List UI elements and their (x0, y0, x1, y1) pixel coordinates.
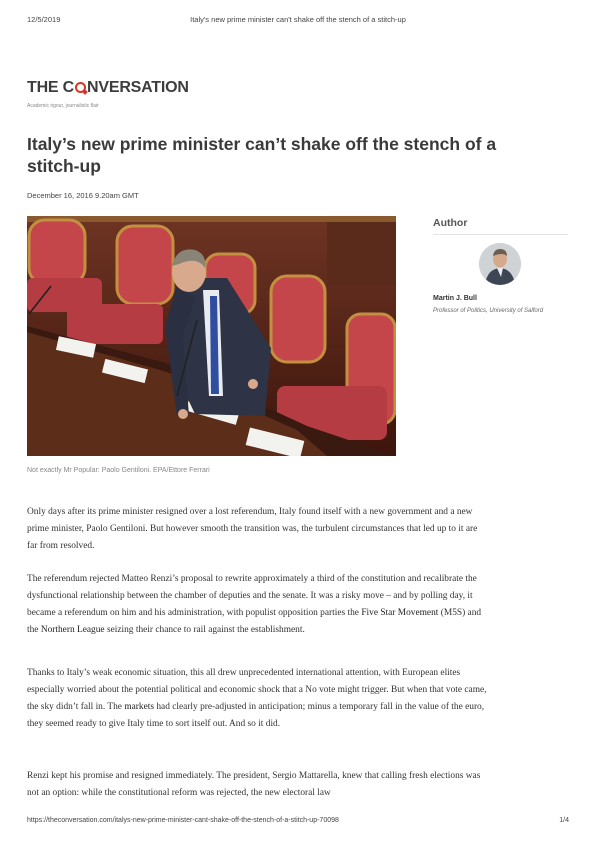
photo-caption: Not exactly Mr Popular: Paolo Gentiloni. EPA/Ettore Ferrari (27, 467, 210, 474)
speech-bubble-icon (75, 82, 86, 93)
link-northern-league[interactable]: Northern League (40, 625, 105, 635)
paragraph-text: seizing their chance to rail against the establishment. (104, 625, 305, 635)
parliament-photo (27, 216, 396, 456)
article-paragraph-2 (27, 571, 487, 639)
page-number: 1/4 (559, 817, 569, 824)
paragraph-text: (M5S) and the (27, 608, 482, 635)
site-tagline: Academic rigour, journalistic flair (27, 103, 99, 109)
article-paragraph-4: Renzi kept his promise and resigned immediately. The president, Sergio Mattarella, knew that calling fresh elections was not an option: while the constitutional reform was rejected, the new electoral law (27, 771, 481, 798)
print-date: 12/5/2019 (27, 15, 61, 24)
footer-url: https://theconversation.com/italys-new-prime-minister-cant-shake-off-the-stench-of-a-stitch-up-70098 (27, 817, 339, 824)
link-markets[interactable]: markets (124, 702, 154, 712)
site-logo[interactable] (27, 79, 189, 97)
author-name[interactable]: Martin J. Bull (433, 295, 477, 302)
article-photo (27, 216, 396, 456)
logo-text-start: THE C (27, 79, 75, 96)
paragraph-text: Thanks to Italy’s weak economic situation, this all drew unprecedented international attention, with European elites especially worried about the potential political and economic shock that a No vote might trigger. But when that vote came, the sky didn’t fall in. The (27, 668, 487, 712)
author-avatar[interactable] (479, 243, 521, 285)
article-paragraph-1: Only days after its prime minister resigned over a lost referendum, Italy found itself with a new government and a new prime minister, Paolo Gentiloni. But however smooth the transition was, the turbulent circumstances that led up to it are far from resolved. (27, 507, 478, 551)
article-headline: Italy’s new prime minister can’t shake off the stench of a stitch-up (27, 134, 497, 176)
print-title: Italy's new prime minister can't shake off the stench of a stitch-up (190, 15, 406, 24)
paragraph-text: The referendum rejected Matteo Renzi’s proposal to rewrite approximately a third of the constitution and recalibrate the dysfunctional relationship between the chamber of deputies and the senate. It was a risky move – and by polling day, it became a referendum on him and his administration, with populist opposition parties the (27, 574, 477, 618)
author-role: Professor of Politics, University of Salford (433, 308, 544, 314)
link-five-star-movement[interactable]: Five Star Movement (361, 608, 439, 618)
person-portrait (479, 243, 521, 285)
paragraph-text: had clearly pre-adjusted in anticipation; minus a temporary fall in the value of the euro, they seemed ready to give Italy time to sort itself out. And so it did. (27, 702, 485, 729)
author-divider (433, 234, 568, 235)
article-paragraph-3 (27, 665, 487, 733)
logo-text-end: NVERSATION (87, 79, 189, 96)
publish-date: December 16, 2016 9.20am GMT (27, 191, 139, 200)
author-section-heading: Author (433, 217, 468, 229)
